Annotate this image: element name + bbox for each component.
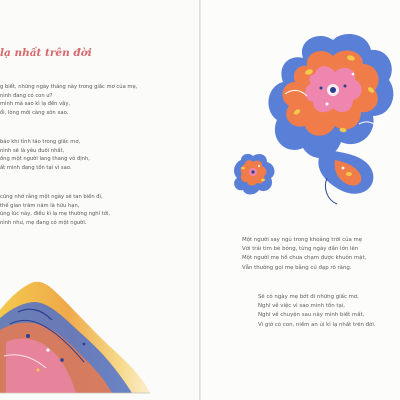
right-stanza-2: [258, 293, 376, 330]
poem-line: Sẽ có ngày mẹ bớt đi những giấc mơ,: [258, 294, 359, 300]
poem-line: Với trái tim bé bỏng, từng ngày dần lớn lên: [242, 246, 359, 253]
left-page: [0, 0, 199, 400]
poem-line: ũng lúc này, điều kì lạ mẹ thường nghĩ tới,: [0, 211, 110, 218]
poem-title: lạ nhất trên đời: [0, 47, 92, 59]
left-stanza-1: [0, 83, 137, 117]
poem-line: bảo khi tỉnh táo trong giấc mơ,: [0, 139, 81, 145]
poem-line: ổi, lòng mới càng xôn xao.: [0, 109, 69, 116]
poem-line: mình mà sao kì lạ đến vậy,: [0, 101, 71, 108]
poem-line: thế gian trăm năm là hữu hạn,: [0, 202, 80, 209]
right-stanza-1: [242, 236, 366, 273]
poem-line: Vì giờ có con, niềm an ủi kì lạ nhất trên đời.: [258, 321, 376, 328]
poem-line: cũng nhớ rằng một ngày sẽ tan biến đi,: [0, 194, 103, 200]
poem-line: Một người say ngủ trong khoảng trời của mẹ: [242, 237, 363, 243]
poem-line: nình như, mẹ đang có một người.: [0, 219, 87, 226]
poem-line: g biết, những ngày tháng này trong giấc mơ của mẹ,: [0, 84, 138, 90]
right-page: [201, 0, 400, 400]
wave-mountain-illustration: [0, 272, 199, 400]
poem-line: Nghĩ về việc vì sao mình tồn tại,: [258, 303, 345, 310]
dreamy-flower-cloud-small: [229, 150, 279, 198]
poem-line: ất mình đang tồn tại vì sao.: [0, 164, 72, 171]
left-stanza-2: [0, 138, 90, 172]
poem-line: ống một người lang thang vô định,: [0, 156, 90, 163]
left-stanza-3: [0, 193, 110, 227]
poem-line: nình đang có con ư?: [0, 92, 53, 99]
poem-line: Một người mẹ hồ chưa chạm được khuôn mặt,: [242, 255, 367, 262]
poem-line: Vẫn thường gọi mẹ bằng cú đạp rõ ràng.: [242, 264, 352, 271]
dreamy-flower-cloud-large: [263, 28, 400, 208]
poem-line: Nghĩ về chuyện sau này mình biết mất,: [258, 312, 365, 319]
poem-line: nình sẽ là yêu đuối nhất,: [0, 147, 65, 154]
